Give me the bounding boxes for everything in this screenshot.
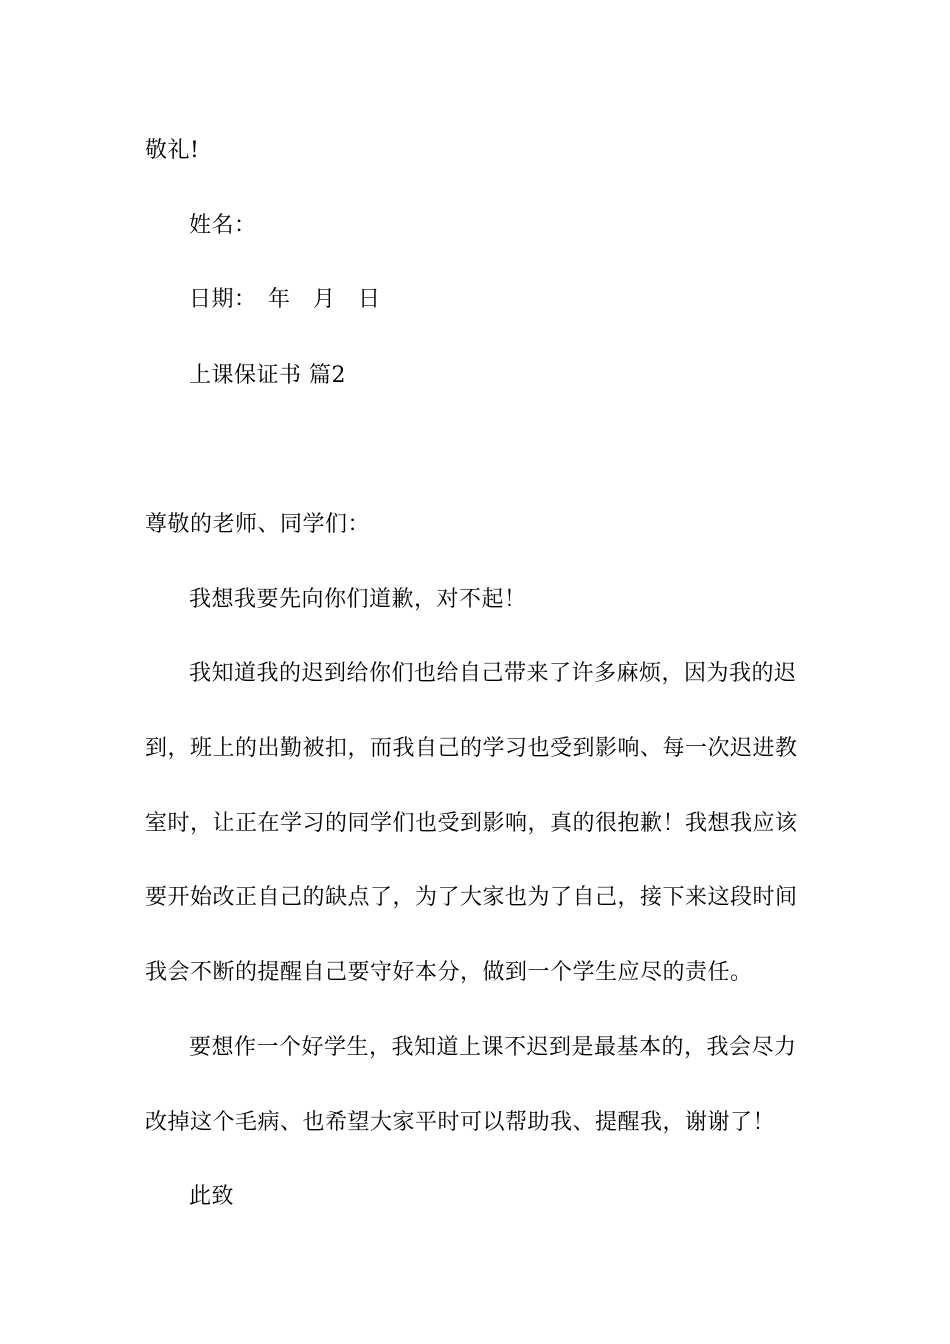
name-label: 姓名： [189,213,257,238]
date-label: 日期： 年 月 日 [189,287,381,312]
paragraph-line: 改掉这个毛病、也希望大家平时可以帮助我、提醒我，谢谢了！ [145,1110,776,1135]
paragraph-line: 室时，让正在学习的同学们也受到影响，真的很抱歉！我想我应该 [145,811,798,836]
paragraph-line: 到，班上的出勤被扣，而我自己的学习也受到影响、每一次迟进教 [145,736,798,761]
letter-closing: 此致 [189,1184,235,1209]
paragraph-line: 我想我要先向你们道歉，对不起！ [189,587,527,612]
letter-greeting: 尊敬的老师、同学们： [145,512,371,537]
paragraph-line: 我知道我的迟到给你们也给自己带来了许多麻烦，因为我的迟 [189,661,797,686]
closing-salute: 敬礼! [145,138,200,163]
paragraph-line: 要开始改正自己的缺点了，为了大家也为了自己，接下来这段时间 [145,885,798,910]
section-title: 上课保证书 篇2 [189,363,346,388]
paragraph-line: 要想作一个好学生，我知道上课不迟到是最基本的，我会尽力 [189,1035,797,1060]
paragraph-line: 我会不断的提醒自己要守好本分，做到一个学生应尽的责任。 [145,960,753,985]
